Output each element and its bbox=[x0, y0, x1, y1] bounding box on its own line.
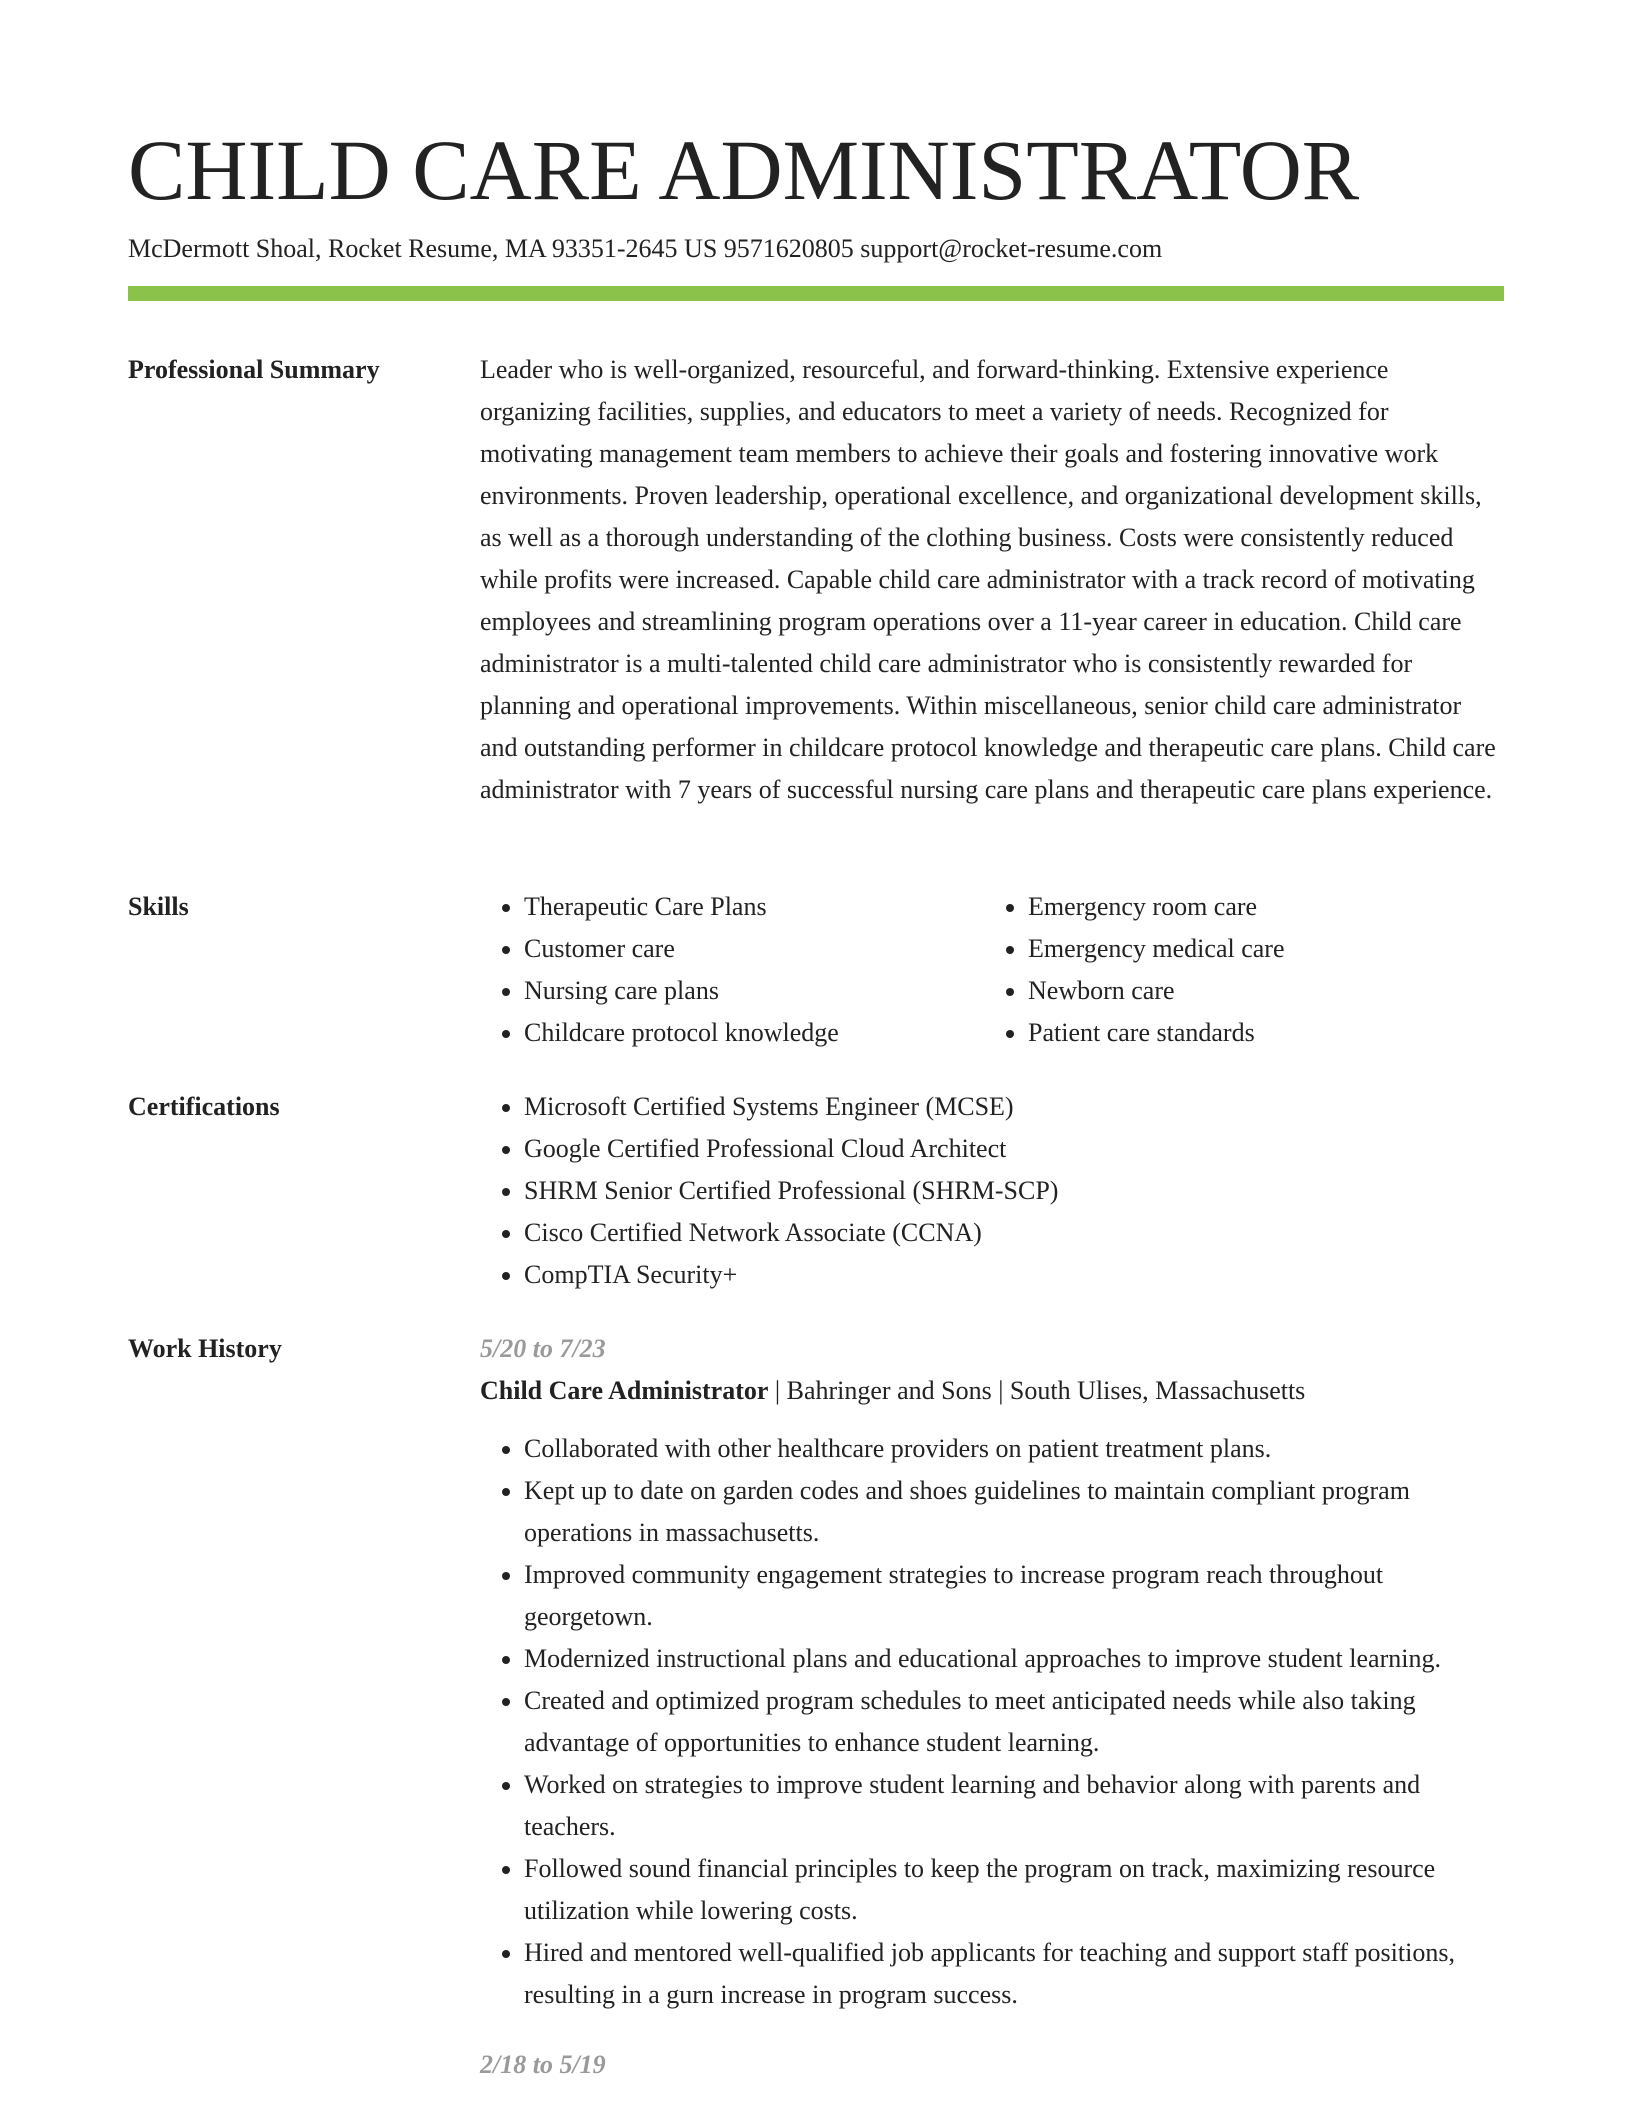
job-bullet: • Followed sound financial principles to keep the program on track, maximizing resource utilization while lowering costs. bbox=[524, 1848, 1504, 1932]
job-dates: 5/20 to 7/23 bbox=[480, 1334, 606, 1363]
contact-line: McDermott Shoal, Rocket Resume, MA 93351-2645 US 9571620805 support@rocket-resume.com bbox=[128, 234, 1163, 263]
certification-item: • Google Certified Professional Cloud Architect bbox=[524, 1128, 1504, 1170]
skill-item: • Emergency room care bbox=[1028, 886, 1488, 928]
job-entry bbox=[480, 2044, 1504, 2086]
skills-column-2 bbox=[984, 886, 1488, 1054]
job-details: | Bahringer and Sons | South Ulises, Massachusetts bbox=[768, 1376, 1306, 1405]
job-bullet: • Collaborated with other healthcare providers on patient treatment plans. bbox=[524, 1428, 1504, 1470]
skill-item: • Newborn care bbox=[1028, 970, 1488, 1012]
skills-body bbox=[480, 886, 1504, 1054]
work-history-body bbox=[480, 1328, 1504, 2086]
job-entry bbox=[480, 1328, 1504, 2016]
skills-column-1 bbox=[480, 886, 984, 1054]
job-bullet: • Created and optimized program schedules to meet anticipated needs while also taking advantage of opportunities to enhance student learning. bbox=[524, 1680, 1504, 1764]
certifications-label: Certifications bbox=[128, 1092, 280, 1121]
header-divider bbox=[128, 286, 1504, 301]
skill-item: • Patient care standards bbox=[1028, 1012, 1488, 1054]
skills-label: Skills bbox=[128, 892, 189, 921]
job-title: Child Care Administrator bbox=[480, 1376, 769, 1405]
summary-label: Professional Summary bbox=[128, 355, 380, 384]
skill-item: • Customer care bbox=[524, 928, 984, 970]
certification-item: • CompTIA Security+ bbox=[524, 1254, 1504, 1296]
skill-item: • Therapeutic Care Plans bbox=[524, 886, 984, 928]
skill-item: • Nursing care plans bbox=[524, 970, 984, 1012]
skill-item: • Childcare protocol knowledge bbox=[524, 1012, 984, 1054]
summary-body bbox=[480, 349, 1504, 811]
skill-item: • Emergency medical care bbox=[1028, 928, 1488, 970]
certification-item: • Microsoft Certified Systems Engineer (MCSE) bbox=[524, 1086, 1504, 1128]
work-history-label: Work History bbox=[128, 1334, 282, 1363]
job-bullet: • Kept up to date on garden codes and shoes guidelines to maintain compliant program operations in massachusetts. bbox=[524, 1470, 1504, 1554]
job-bullet: • Worked on strategies to improve student learning and behavior along with parents and teachers. bbox=[524, 1764, 1504, 1848]
certification-item: • Cisco Certified Network Associate (CCNA) bbox=[524, 1212, 1504, 1254]
job-heading bbox=[480, 1370, 1504, 1412]
certification-item: • SHRM Senior Certified Professional (SHRM-SCP) bbox=[524, 1170, 1504, 1212]
summary-text: Leader who is well-organized, resourceful, and forward-thinking. Extensive experience organizing facilities, supplies, and educators to meet a variety of needs. Recognized for motivating management team members to achieve their goals and fostering innovative work environments. Proven leadership, operational excellence, and organizational development skills, as well as a thorough understanding of the clothing business. Costs were consistently reduced while profits were increased. Capable child care administrator with a track record of motivating employees and streamlining program operations over a 11-year career in education. Child care administrator is a multi-talented child care administrator who is consistently rewarded for planning and operational improvements. Within miscellaneous, senior child care administrator and outstanding performer in childcare protocol knowledge and therapeutic care plans. Child care administrator with 7 years of successful nursing care plans and therapeutic care plans experience. bbox=[480, 355, 1496, 804]
resume-title: CHILD CARE ADMINISTRATOR bbox=[128, 122, 1360, 218]
certifications-body bbox=[480, 1086, 1504, 1296]
job-bullet: • Hired and mentored well-qualified job applicants for teaching and support staff positions, resulting in a gurn increase in program success. bbox=[524, 1932, 1504, 2016]
job-bullet: • Improved community engagement strategies to increase program reach throughout georgetown. bbox=[524, 1554, 1504, 1638]
job-bullet: • Modernized instructional plans and educational approaches to improve student learning. bbox=[524, 1638, 1504, 1680]
job-dates: 2/18 to 5/19 bbox=[480, 2050, 606, 2079]
